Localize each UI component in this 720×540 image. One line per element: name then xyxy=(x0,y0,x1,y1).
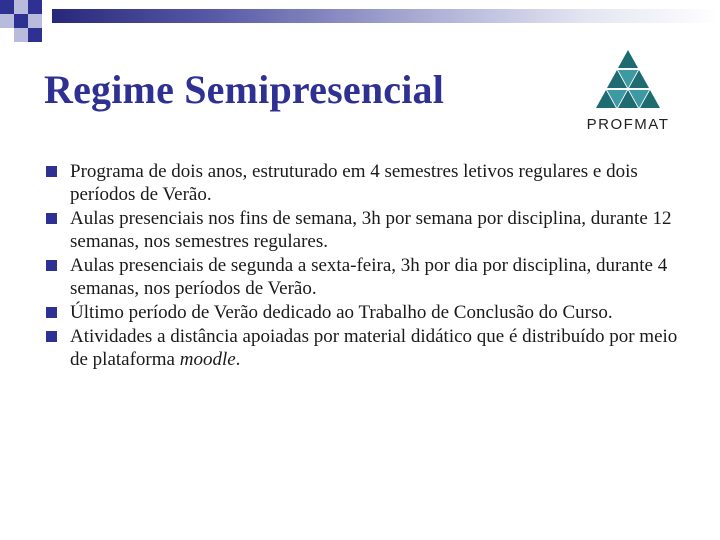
logo-triangles-icon xyxy=(576,48,680,114)
bullet-text: Aulas presenciais de segunda a sexta-feira, 3h por dia por disciplina, durante 4 semanas, nos períodos de Verão. xyxy=(70,255,668,299)
corner-decoration xyxy=(0,0,60,44)
list-item xyxy=(44,301,684,324)
square-bullet-icon xyxy=(46,260,57,271)
logo-wordmark: PROFMAT xyxy=(586,116,670,133)
list-item xyxy=(44,160,684,206)
slide-title: Regime Semipresencial xyxy=(44,67,445,112)
bullet-list xyxy=(44,160,684,372)
bullet-text: Programa de dois anos, estruturado em 4 semestres letivos regulares e dois períodos de Verão. xyxy=(70,161,638,205)
square-bullet-icon xyxy=(46,307,57,318)
bullet-text-end: . xyxy=(235,349,241,370)
list-item xyxy=(44,325,684,371)
moodle-emphasis: moodle xyxy=(179,349,236,370)
bullet-text xyxy=(70,326,677,370)
header-gradient-bar xyxy=(52,9,720,23)
list-item xyxy=(44,254,684,300)
square-bullet-icon xyxy=(46,166,57,177)
square-bullet-icon xyxy=(46,213,57,224)
bullet-text: Aulas presenciais nos fins de semana, 3h por semana por disciplina, durante 12 semanas, nos semestres regulares. xyxy=(70,208,672,252)
bullet-text: Último período de Verão dedicado ao Trabalho de Conclusão do Curso. xyxy=(70,302,613,323)
bullet-text-part: Atividades a distância apoiadas por material didático que é distribuído por meio de plataforma xyxy=(70,326,678,370)
profmat-logo xyxy=(576,48,680,138)
square-bullet-icon xyxy=(46,331,57,342)
list-item xyxy=(44,207,684,253)
